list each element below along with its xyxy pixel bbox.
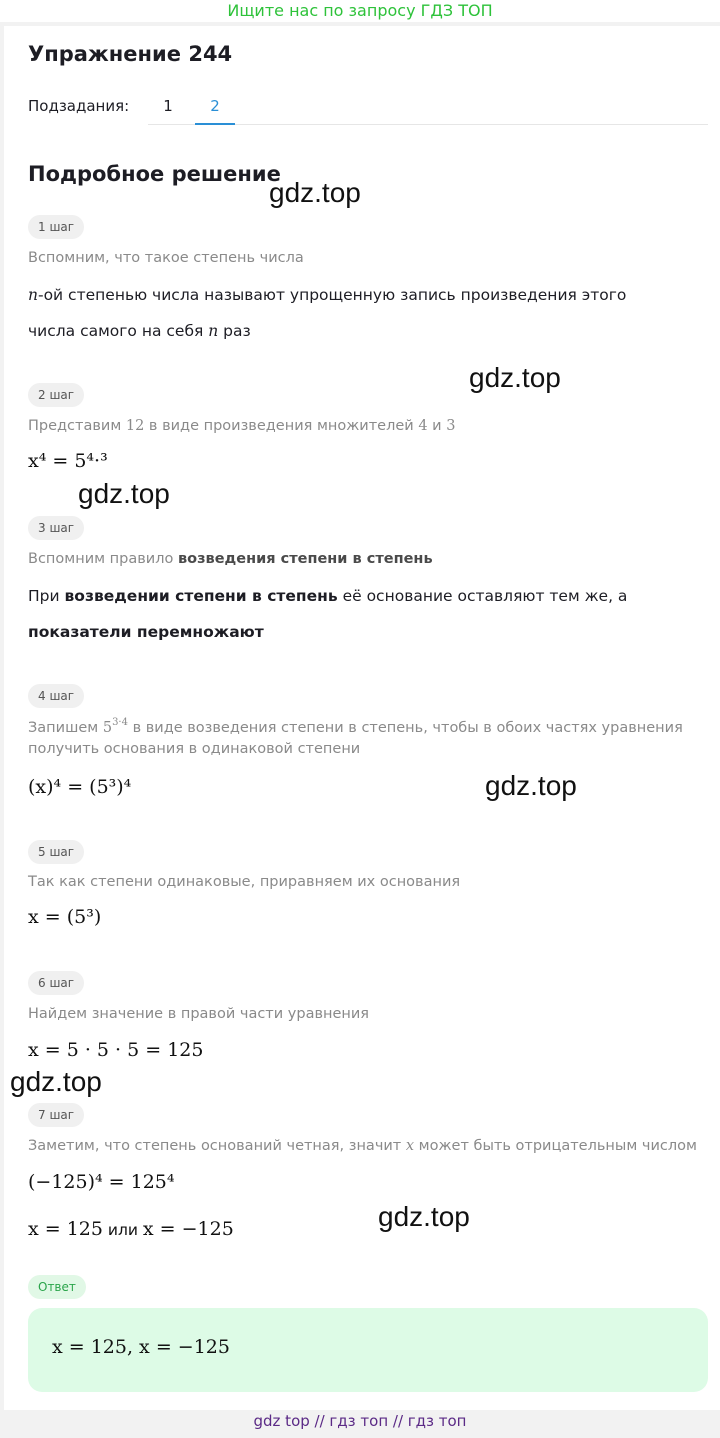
step-3-badge: 3 шаг xyxy=(28,516,84,540)
math-base: 5 xyxy=(102,720,113,736)
page-title: Упражнение 244 xyxy=(28,42,233,66)
text: в виде произведения множителей xyxy=(144,418,419,434)
step-2-badge: 2 шаг xyxy=(28,383,84,407)
math-var-n: n xyxy=(208,322,219,340)
step-4-hint-line-2: получить основания в одинаковой степени xyxy=(28,741,361,757)
text: Заметим, что степень оснований четная, значит xyxy=(28,1138,406,1154)
footer-links[interactable]: gdz top // гдз топ // гдз топ xyxy=(253,1412,467,1430)
answer-formula: x = 125, x = −125 xyxy=(52,1336,230,1358)
section-title: Подробное решение xyxy=(28,162,281,186)
step-3-hint xyxy=(28,551,433,567)
answer-badge: Ответ xyxy=(28,1275,86,1299)
step-4-formula: (x)⁴ = (5³)⁴ xyxy=(28,776,132,798)
text: Запишем xyxy=(28,720,103,736)
watermark: gdz.top xyxy=(485,770,577,801)
step-4-hint-line-1 xyxy=(28,717,683,736)
step-6-formula: x = 5 · 5 · 5 = 125 xyxy=(28,1039,204,1061)
math-exponent: 3·4 xyxy=(112,717,128,728)
step-6-hint: Найдем значение в правой части уравнения xyxy=(28,1006,370,1022)
step-1-text-line-1 xyxy=(28,286,626,304)
step-2-formula: x⁴ = 5⁴·³ xyxy=(28,450,108,472)
text: Представим xyxy=(28,418,126,434)
text: При xyxy=(28,587,65,605)
math-var-n: n xyxy=(28,286,38,304)
subtasks-label: Подзадания: xyxy=(28,97,130,115)
text: её основание оставляют тем же, а xyxy=(337,587,628,605)
text: раз xyxy=(218,322,251,340)
math-root-2: x = −125 xyxy=(142,1218,234,1240)
bold-text: возведения степени в степень xyxy=(177,551,433,567)
text: или xyxy=(102,1221,143,1239)
text: числа самого на себя xyxy=(28,322,209,340)
step-5-formula: x = (5³) xyxy=(28,906,102,928)
watermark: gdz.top xyxy=(78,478,170,509)
watermark: gdz.top xyxy=(269,177,361,208)
step-1-hint: Вспомним, что такое степень числа xyxy=(28,250,304,266)
step-7-formula: (−125)⁴ = 125⁴ xyxy=(28,1171,175,1193)
step-6-badge: 6 шаг xyxy=(28,971,84,995)
watermark: gdz.top xyxy=(469,362,561,393)
math-number: 4 xyxy=(418,418,428,434)
watermark: gdz.top xyxy=(378,1201,470,1232)
watermark: gdz.top xyxy=(10,1066,102,1097)
math-number: 12 xyxy=(125,418,145,434)
step-4-badge: 4 шаг xyxy=(28,684,84,708)
search-banner: Ищите нас по запросу ГДЗ ТОП xyxy=(0,0,720,22)
text: и xyxy=(427,418,447,434)
tab-subtask-2[interactable]: 2 xyxy=(195,95,235,125)
step-7-roots xyxy=(28,1218,234,1240)
step-1-text-line-2 xyxy=(28,322,251,340)
step-3-text-line-1 xyxy=(28,587,627,605)
math-root-1: x = 125 xyxy=(28,1218,103,1240)
step-3-text-line-2 xyxy=(28,623,264,641)
step-7-hint xyxy=(28,1138,697,1154)
math-number: 3 xyxy=(446,418,456,434)
subtasks-bar xyxy=(28,95,708,127)
math-var-x: x xyxy=(405,1138,415,1154)
text: может быть отрицательным числом xyxy=(414,1138,697,1154)
text: -ой степенью числа называют упрощенную запись произведения этого xyxy=(37,286,627,304)
text: Вспомним правило xyxy=(28,551,178,567)
step-5-hint: Так как степени одинаковые, приравняем их основания xyxy=(28,874,461,890)
step-2-hint xyxy=(28,418,455,434)
bold-text: возведении степени в степень xyxy=(64,587,338,605)
text: в виде возведения степени в степень, чтобы в обоих частях уравнения xyxy=(127,720,683,736)
step-1-badge: 1 шаг xyxy=(28,215,84,239)
tab-subtask-1[interactable]: 1 xyxy=(163,97,173,115)
step-7-badge: 7 шаг xyxy=(28,1103,84,1127)
step-5-badge: 5 шаг xyxy=(28,840,84,864)
bold-text: показатели перемножают xyxy=(28,623,264,641)
answer-box xyxy=(28,1308,708,1392)
